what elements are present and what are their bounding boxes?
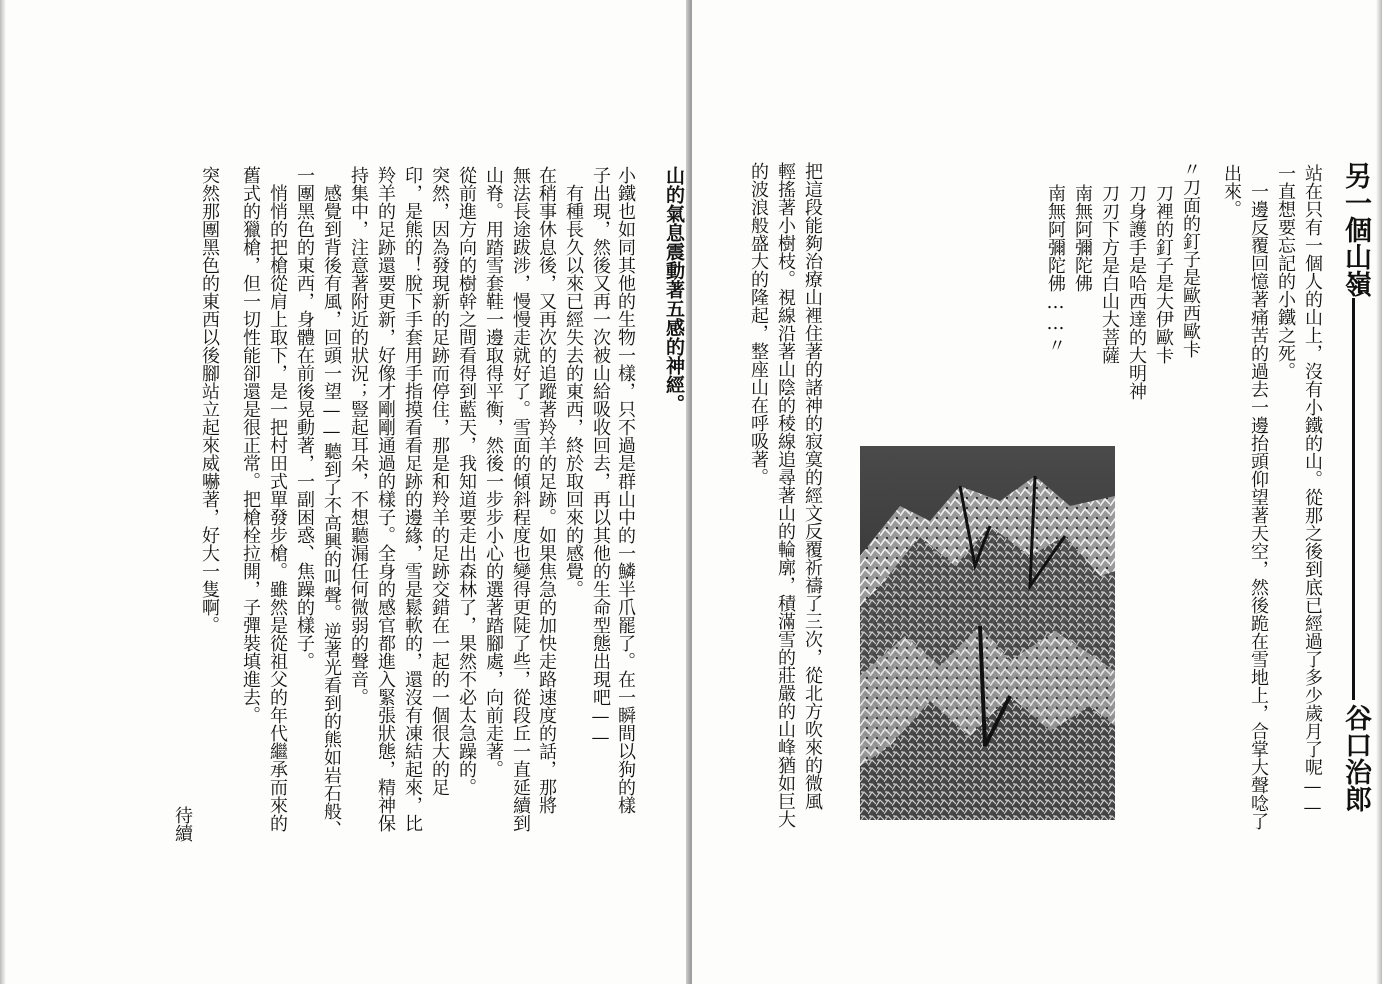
chant-line: 刀身護手是哈西達的大明神 (1126, 184, 1147, 400)
body-line: 小鐵也如同其他的生物一樣，只不過是群山中的一鱗半爪罷了。在一瞬間以狗的樣 (615, 166, 636, 814)
left-page (0, 0, 690, 984)
chant-line: 南無阿彌陀佛 (1072, 184, 1093, 292)
section-heading: 山的氣息震動著五感的神經。 (663, 166, 685, 413)
intro-line: 一直想要忘記的小鐵之死。 (1275, 164, 1296, 380)
body-line: 有種長久以來已經失去的東西，終於取回來的感覺。 (563, 184, 584, 598)
title-rule (1352, 298, 1355, 700)
body-line: 羚羊的足跡還要更新，好像才剛剛通過的樣子。全身的感官都進入緊張狀態，精神保 (375, 166, 396, 832)
body-line: 無法長途跋涉，慢慢走就好了。雪面的傾斜程度也變得更陡了些，從段丘一直延續到 (510, 166, 531, 832)
body-line: 持集中，注意著附近的狀況；豎起耳朵，不想聽漏任何微弱的聲音。 (348, 166, 369, 706)
body-line: 從前進方向的樹幹之間看得到藍天，我知道要走出森林了，果然不必太急躁的。 (456, 166, 477, 796)
body-line: 子出現，然後又再一次被山給吸收回去，再以其他的生命型態出現吧—— (590, 166, 611, 748)
closing-line: 把這段能夠治療山裡住著的諸神的寂寞的經文反覆祈禱了三次，從北方吹來的微風 (802, 162, 823, 810)
body-line: 一團黑色的東西，身體在前後晃動著，一副困惑、焦躁的樣子。 (294, 166, 315, 670)
body-line: 突然，因為發現新的足跡而停住，那是和羚羊的足跡交錯在一起的一個很大的足 (429, 166, 450, 796)
intro-line: 一邊反覆回憶著痛苦的過去一邊抬頭仰望著天空，然後跪在雪地上，合掌大聲唸了 (1248, 182, 1269, 830)
body-line: 舊式的獵槍，但一切性能卻還是很正常。把槍栓拉開，子彈裝填進去。 (240, 166, 261, 724)
chant-line: 〃刀面的釘子是歐西歐卡 (1180, 160, 1201, 358)
right-page (692, 0, 1382, 984)
intro-line: 站在只有一個人的山上，沒有小鐵的山。從那之後到底已經過了多少歲月了呢—— (1302, 164, 1323, 818)
story-title: 另一個山嶺 (1340, 162, 1371, 297)
author-name: 谷口治郎 (1340, 704, 1371, 812)
to-be-continued: 待續 (172, 806, 193, 842)
body-line: 山脊。用踏雪套鞋一邊取得平衡，然後一步步小心的選著踏腳處，向前走著。 (483, 166, 504, 778)
body-line: 感覺到背後有風，回頭一望——聽到了不高興的叫聲。逆著光看到的熊如岩石般、 (321, 184, 342, 838)
chant-line: 南無阿彌陀佛…… (1045, 184, 1066, 334)
body-line: 突然那團黑色的東西以後腳站立起來威嚇著，好大一隻啊。 (199, 166, 220, 634)
page-edge (0, 0, 6, 984)
body-line: 在稍事休息後，又再次的追蹤著羚羊的足跡。如果焦急的加快走路速度的話，那將 (536, 166, 557, 814)
intro-line: 出來。 (1221, 164, 1242, 218)
page-edge (1376, 0, 1382, 984)
mountain-illustration (860, 446, 1115, 820)
body-line: 悄悄的把槍從肩上取下，是一把村田式單發步槍。雖然是從祖父的年代繼承而來的 (267, 184, 288, 832)
closing-line: 的波浪般盛大的隆起，整座山在呼吸著。 (748, 162, 769, 486)
chant-line: 刀刃下方是白山大菩薩 (1099, 184, 1120, 364)
closing-line: 輕搖著小樹枝。視線沿著山陰的稜線追尋著山的輪廓，積滿雪的莊嚴的山峰猶如巨大 (775, 162, 796, 828)
chant-line: 刀裡的釘子是大伊歐卡 (1153, 184, 1174, 364)
chant-line: 〃 (1045, 336, 1066, 354)
body-line: 印，是熊的！脫下手套用手指摸看看足跡的邊緣，雪是鬆軟的，還沒有凍結起來，比 (402, 166, 423, 832)
